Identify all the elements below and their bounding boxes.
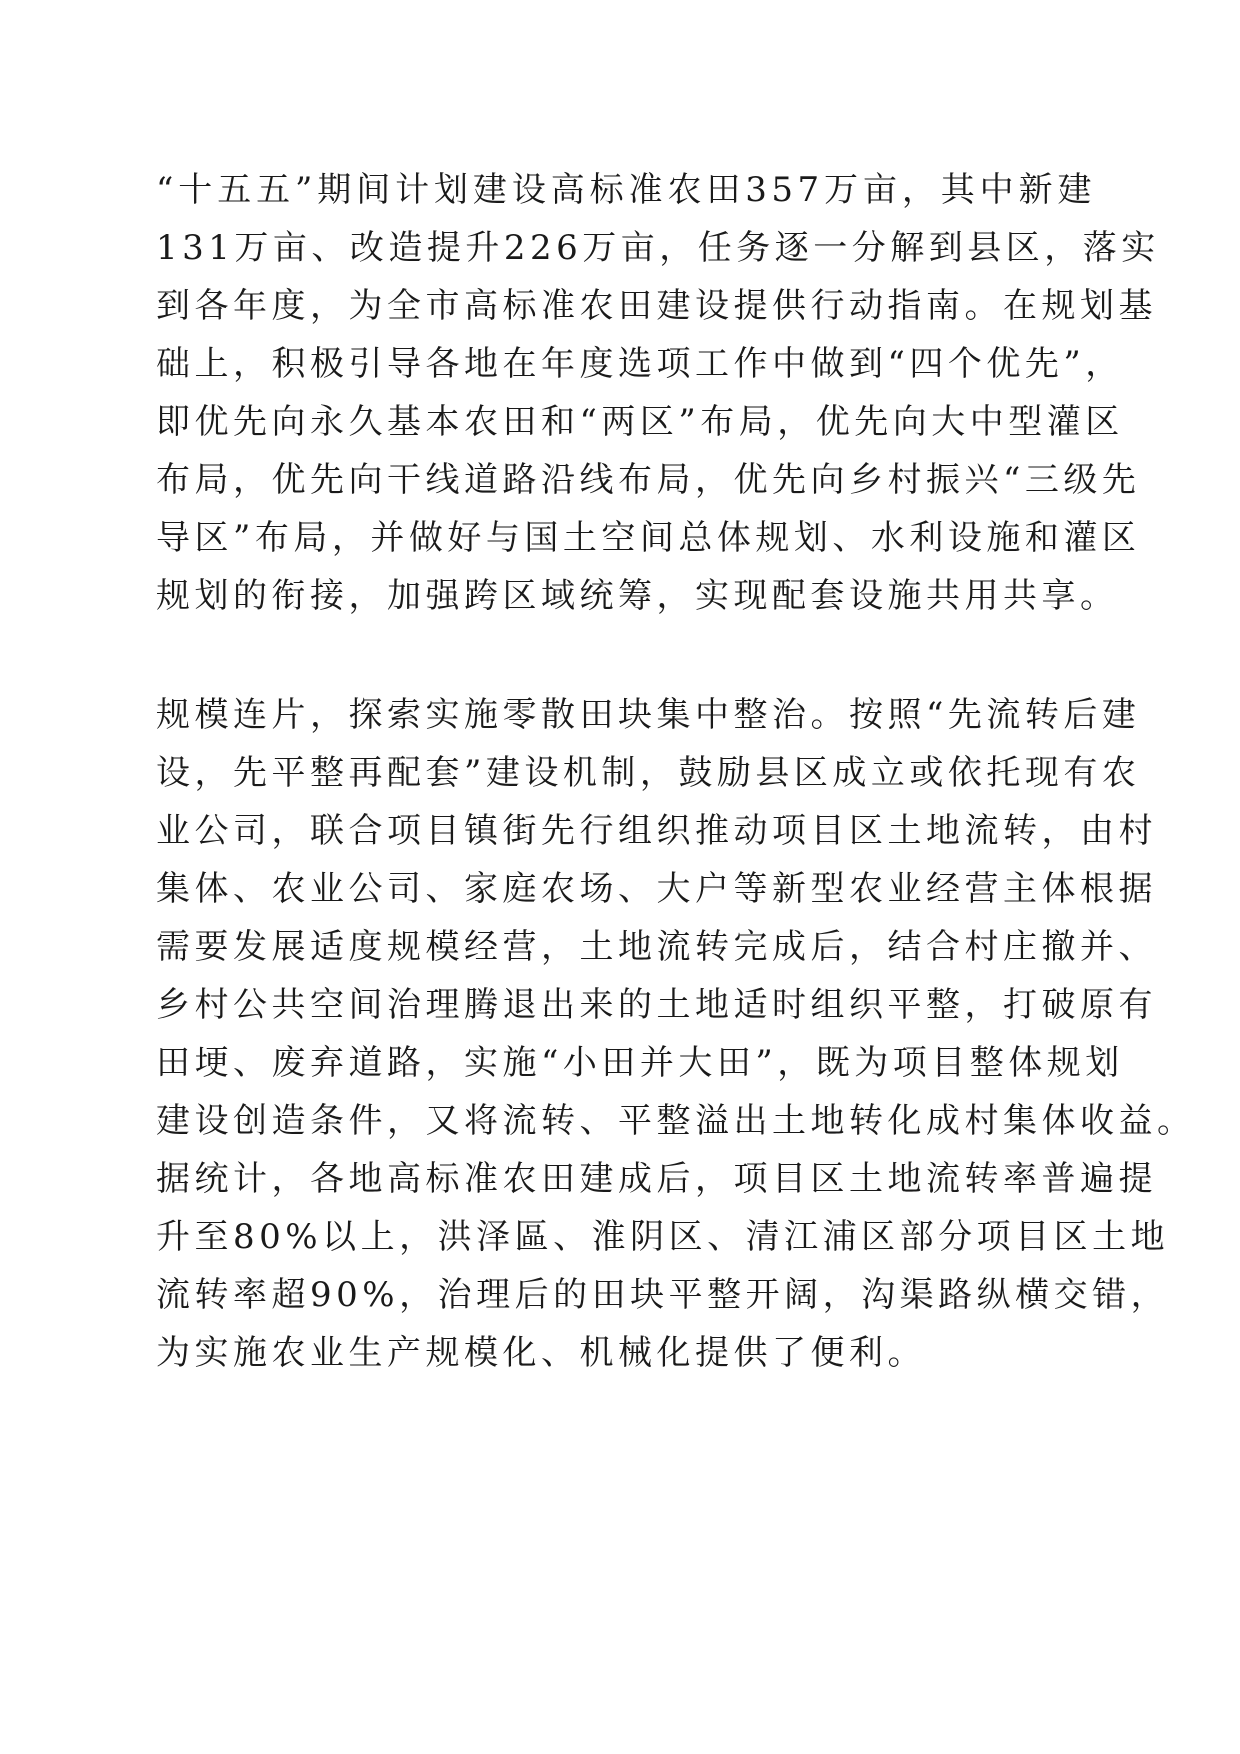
paragraph-2-line: 设，先平整再配套”建设机制，鼓励县区成立或依托现有农: [156, 753, 1141, 793]
paragraph-2-line: 乡村公共空间治理腾退出来的土地适时组织平整，打破原有: [156, 985, 1157, 1025]
paragraph-2-line: 集体、农业公司、家庭农场、大户等新型农业经营主体根据: [156, 869, 1157, 909]
paragraph-2-line: 流转率超90%，治理后的田块平整开阔，沟渠路纵横交错，: [156, 1275, 1170, 1315]
paragraph-2-line: 需要发展适度规模经营，土地流转完成后，结合村庄撤并、: [156, 927, 1157, 967]
paragraph-1-line: 规划的衔接，加强跨区域统筹，实现配套设施共用共享。: [156, 576, 1119, 616]
paragraph-1-line: 础上，积极引导各地在年度选项工作中做到“四个优先”，: [156, 344, 1124, 384]
paragraph-2-line: 据统计，各地高标准农田建成后，项目区土地流转率普遍提: [156, 1159, 1157, 1199]
paragraph-1-line: 即优先向永久基本农田和“两区”布局，优先向大中型灌区: [156, 402, 1124, 442]
paragraph-1-line: 布局，优先向干线道路沿线布局，优先向乡村振兴“三级先: [156, 460, 1141, 500]
paragraph-2-line: 规模连片，探索实施零散田块集中整治。按照“先流转后建: [156, 695, 1141, 735]
paragraph-2-line: 田埂、废弃道路，实施“小田并大田”，既为项目整体规划: [156, 1043, 1124, 1083]
paragraph-1-line: 131万亩、改造提升226万亩，任务逐一分解到县区，落实: [156, 228, 1160, 268]
paragraph-2-line: 业公司，联合项目镇街先行组织推动项目区土地流转，由村: [156, 811, 1157, 851]
paragraph-1-line: “十五五”期间计划建设高标准农田357万亩，其中新建: [156, 170, 1096, 210]
paragraph-1-line: 导区”布局，并做好与国土空间总体规划、水利设施和灌区: [156, 518, 1141, 558]
paragraph-1-line: 到各年度，为全市高标准农田建设提供行动指南。在规划基: [156, 286, 1157, 326]
paragraph-2-line: 建设创造条件，又将流转、平整溢出土地转化成村集体收益。: [156, 1101, 1196, 1141]
paragraph-2-line: 升至80%以上，洪泽區、淮阴区、清江浦区部分项目区土地: [156, 1217, 1170, 1257]
paragraph-2-line: 为实施农业生产规模化、机械化提供了便利。: [156, 1333, 926, 1373]
